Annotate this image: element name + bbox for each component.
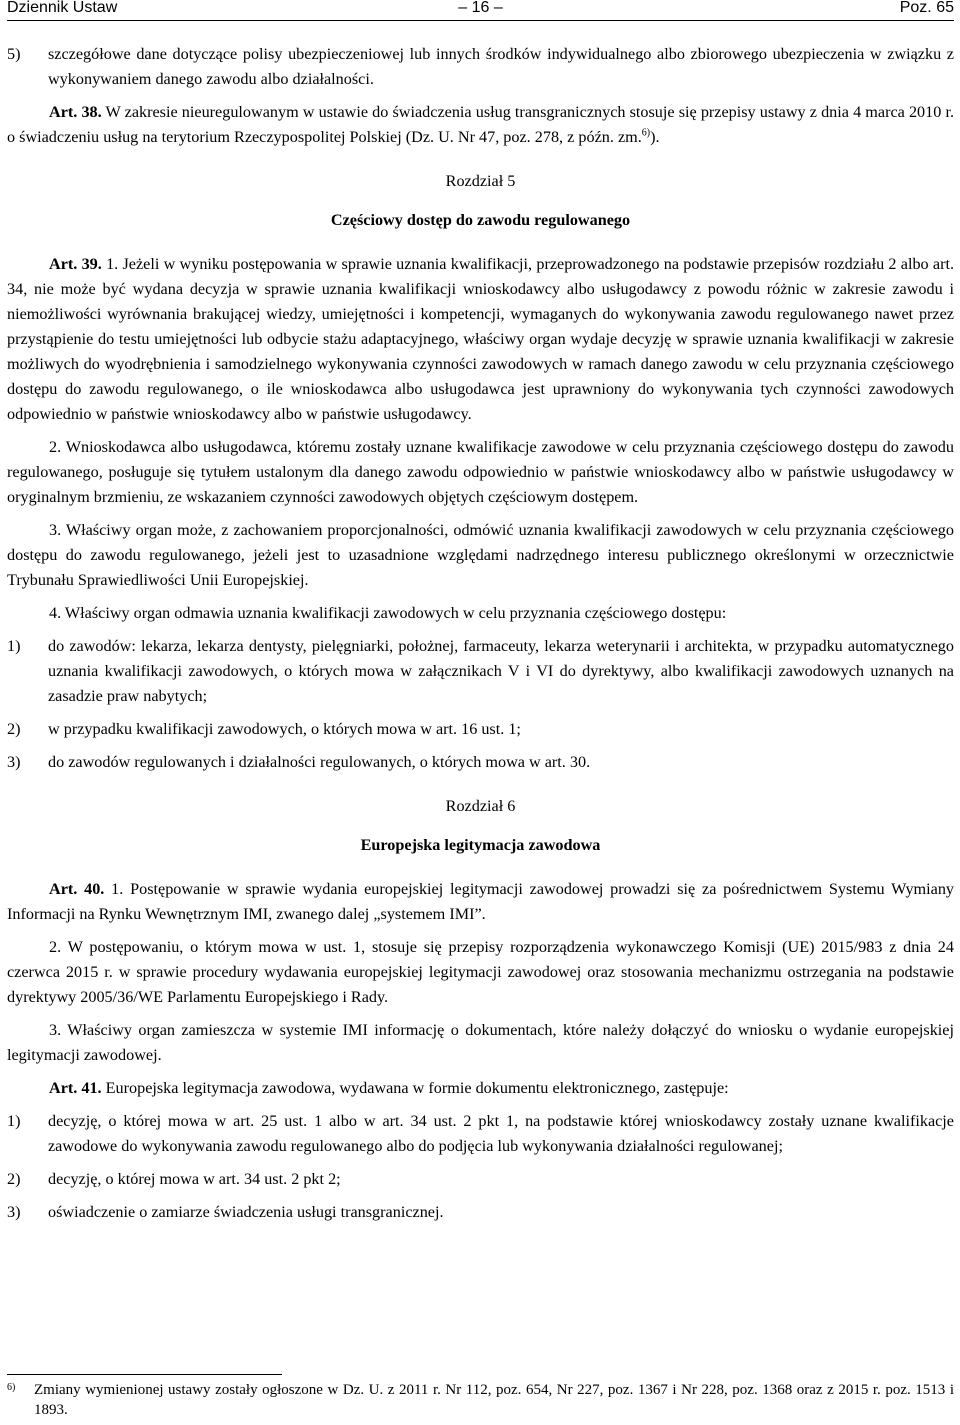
chapter-label: Rozdział 5: [445, 172, 516, 190]
footnote-divider: [7, 1374, 282, 1375]
item-text: w przypadku kwalifikacji zawodowych, o których mowa w art. 16 ust. 1;: [48, 720, 521, 738]
article-label: Art. 40.: [49, 880, 105, 898]
list-item: [7, 717, 954, 742]
item-number: 3): [7, 753, 21, 771]
article-text: W zakresie nieuregulowanym w ustawie do świadczenia usług transgranicznych stosuje się przepisy ustawy z dnia 4 marca 2010 r. o świadczeniu usług na terytorium Rzeczypospolitej Polskiej (Dz. U. Nr 47, poz. 278, z późn. zm.: [7, 103, 955, 146]
article-40-paragraph-2: 2. W postępowaniu, o którym mowa w ust. 1, stosuje się przepisy rozporządzenia wykonawczego Komisji (UE) 2015/983 z dnia 24 czerwca 2015 r. w sprawie procedury wydawania europejskiej legitymacji zawodowej oraz stosowania mechanizmu ostrzegania na podstawie dyrektywy 2005/36/WE Parlamentu Europejskiego i Rady.: [7, 938, 954, 1006]
item-number: 2): [7, 720, 21, 738]
article-39-paragraph-4: 4. Właściwy organ odmawia uznania kwalifikacji zawodowych w celu przyznania częściowego dostępu:: [49, 604, 727, 622]
item-text: decyzję, o której mowa w art. 25 ust. 1 albo w art. 34 ust. 2 pkt 1, na podstawie której wnioskodawcy zostały uznane kwalifikacje zawodowe do wykonywania zawodu regulowanego albo do podjęcia lub wykonywania działalności regulowanej;: [48, 1112, 954, 1155]
article-39-paragraph-3: 3. Właściwy organ może, z zachowaniem proporcjonalności, odmówić uznania kwalifikacji zawodowych w celu przyznania częściowego dostępu do zawodu regulowanego, jeżeli jest to uzasadnione względami nadrzędnego interesu publicznego określonymi w orzecznictwie Trybunału Sprawiedliwości Unii Europejskiej.: [7, 521, 954, 589]
page-number: – 16 –: [458, 0, 503, 16]
document-body: [7, 42, 954, 1225]
paragraph-number: 1.: [106, 255, 119, 273]
footnote: [7, 1380, 954, 1420]
item-text: decyzję, o której mowa w art. 34 ust. 2 pkt 2;: [48, 1170, 341, 1188]
item-text: do zawodów regulowanych i działalności regulowanych, o których mowa w art. 30.: [48, 753, 591, 771]
article-39-paragraph-2: 2. Wnioskodawca albo usługodawca, któremu zostały uznane kwalifikacje zawodowe w celu przyznania częściowego dostępu do zawodu regulowanego, posługuje się tytułem ustalonym dla danego zawodu odpowiednio w państwie wnioskodawcy albo w państwie usługodawcy w oryginalnym brzmieniu, ze wskazaniem czynności zawodowych objętych częściowym dostępem.: [7, 438, 954, 506]
item-number: 1): [7, 1112, 21, 1130]
chapter-title: Europejska legitymacja zawodowa: [360, 836, 601, 854]
chapter-label: Rozdział 6: [445, 797, 516, 815]
paragraph-number: 1.: [111, 880, 124, 898]
chapter-title: Częściowy dostęp do zawodu regulowanego: [330, 211, 631, 229]
item-text: szczegółowe dane dotyczące polisy ubezpieczeniowej lub innych środków indywidualnego albo zbiorowego ubezpieczenia w związku z wykonywaniem danego zawodu albo działalności.: [48, 45, 954, 88]
article-38: [7, 100, 954, 150]
item-number: 3): [7, 1203, 21, 1221]
article-text: Europejska legitymacja zawodowa, wydawana w formie dokumentu elektronicznego, zastępuje:: [105, 1079, 729, 1097]
item-number: 2): [7, 1170, 21, 1188]
page-header: [7, 0, 954, 21]
list-item: [7, 634, 954, 709]
article-label: Art. 39.: [49, 255, 102, 273]
position-number: Poz. 65: [899, 0, 954, 16]
list-item: [7, 1167, 954, 1192]
item-number: 5): [7, 45, 21, 63]
list-item: [7, 1200, 954, 1225]
article-40-paragraph-3: 3. Właściwy organ zamieszcza w systemie IMI informację o dokumentach, które należy dołączyć do wniosku o wydanie europejskiej legitymacji zawodowej.: [7, 1021, 954, 1064]
article-label: Art. 41.: [49, 1079, 102, 1097]
paragraph-text: Postępowanie w sprawie wydania europejskiej legitymacji zawodowej prowadzi się za pośrednictwem Systemu Wymiany Informacji na Rynku Wewnętrznym IMI, zwanego dalej „systemem IMI”.: [7, 880, 955, 923]
list-item: [7, 42, 954, 92]
article-text-end: ).: [650, 128, 660, 146]
footnote-mark: 6): [7, 1382, 16, 1393]
article-40-paragraph-1: [7, 877, 954, 927]
item-number: 1): [7, 637, 21, 655]
article-39-paragraph-1: [7, 252, 954, 427]
list-item: [7, 1109, 954, 1159]
footnote-text: Zmiany wymienionej ustawy zostały ogłoszone w Dz. U. z 2011 r. Nr 112, poz. 654, Nr 227, poz. 1367 i Nr 228, poz. 1368 oraz z 2015 r. poz. 1513 i 1893.: [34, 1382, 954, 1418]
item-text: do zawodów: lekarza, lekarza dentysty, pielęgniarki, położnej, farmaceuty, lekarza weterynarii i architekta, w przypadku automatycznego uznania kwalifikacji zawodowych, o których mowa w załącznikach V i VI do dyrektywy, albo kwalifikacji zawodowych uznanych na zasadzie praw nabytych;: [48, 637, 954, 705]
item-text: oświadczenie o zamiarze świadczenia usługi transgranicznej.: [48, 1203, 444, 1221]
article-label: Art. 38.: [49, 103, 102, 121]
list-item: [7, 750, 954, 775]
journal-title: Dziennik Ustaw: [7, 0, 118, 16]
paragraph-text: Jeżeli w wyniku postępowania w sprawie uznania kwalifikacji, przeprowadzonego na podstawie przepisów rozdziału 2 albo art. 34, nie może być wydana decyzja w sprawie uznania kwalifikacji wnioskodawcy albo usługodawcy z powodu różnic w zakresie zawodu i niemożliwości wyrównania brakującej wiedzy, umiejętności i kompetencji, wymaganych do wykonywania zawodu regulowanego nawet przez przystąpienie do testu umiejętności lub odbycie stażu adaptacyjnego, właściwy organ wydaje decyzję w sprawie uznania kwalifikacji w zakresie możliwych do wyodrębnienia i samodzielnego wykonywania czynności zawodowych w ramach danego zawodu w celu przyznania częściowego dostępu do zawodu regulowanego, o ile wnioskodawca albo usługodawca jest uprawniony do wykonywania tych czynności zawodowych odpowiednio w państwie wnioskodawcy albo w państwie usługodawcy.: [7, 255, 955, 423]
article-41: [7, 1076, 954, 1101]
footnote-reference[interactable]: 6): [641, 127, 651, 139]
